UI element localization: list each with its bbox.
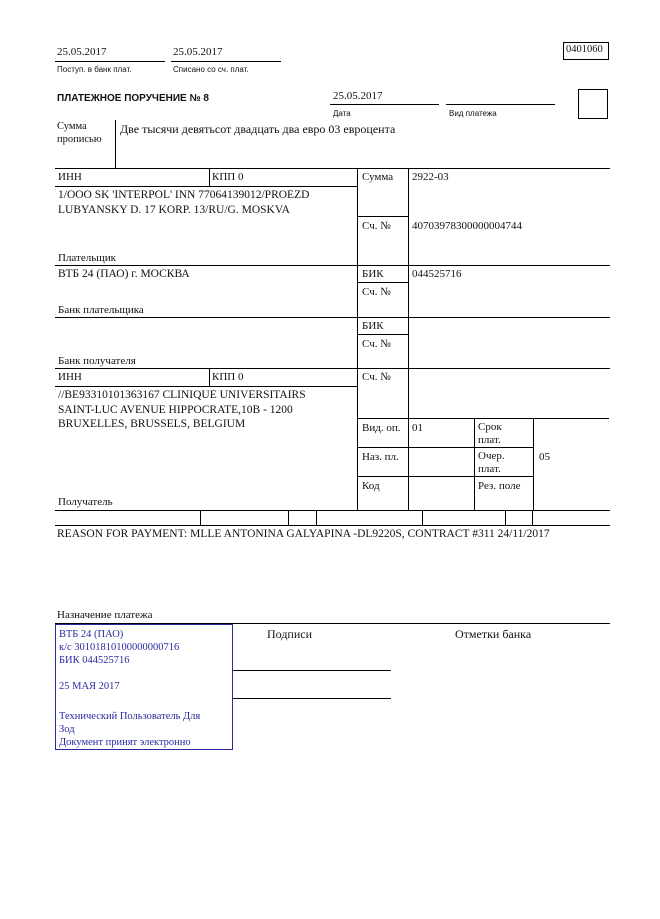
payer-inn-label: ИНН bbox=[58, 171, 82, 183]
date-received: 25.05.2017 bbox=[57, 46, 107, 58]
order-date-line bbox=[330, 104, 439, 105]
grid-line-subrow bbox=[55, 525, 610, 526]
priority-value: 05 bbox=[539, 451, 550, 463]
payer-account-label: Сч. № bbox=[362, 220, 391, 232]
recipient-account-label: Сч. № bbox=[362, 371, 391, 383]
grid-line-recipient-bank bbox=[55, 368, 610, 369]
term-label-1: Срок bbox=[478, 421, 502, 433]
stamp-bank-name: ВТБ 24 (ПАО) bbox=[59, 629, 124, 640]
payer-bank-account-label: Сч. № bbox=[362, 286, 391, 298]
payer-bank-bik-label: БИК bbox=[362, 268, 384, 280]
grid-vline-sub-2 bbox=[288, 510, 289, 525]
grid-vline-sub-1 bbox=[200, 510, 201, 525]
page-title: ПЛАТЕЖНОЕ ПОРУЧЕНИЕ № 8 bbox=[57, 93, 209, 104]
grid-line-codes-3 bbox=[357, 476, 533, 477]
payer-bank-bik: 044525716 bbox=[412, 268, 462, 280]
recipient-line-1: //BE93310101363167 CLINIQUE UNIVERSITAIRS bbox=[58, 389, 306, 401]
grid-vline-sub-3 bbox=[316, 510, 317, 525]
payer-line-2: LUBYANSKY D. 17 KORP. 13/RU/G. MOSKVA bbox=[58, 204, 290, 216]
signatures-label: Подписи bbox=[267, 627, 313, 641]
stamp-user-cont: Зод bbox=[59, 724, 75, 735]
date-received-label: Поступ. в банк плат. bbox=[57, 65, 132, 74]
recipient-inn-label: ИНН bbox=[58, 371, 82, 383]
stamp-user: Технический Пользователь Для bbox=[59, 711, 201, 722]
amount-words-label-1: Сумма bbox=[57, 121, 87, 132]
grid-vline-sub-4 bbox=[422, 510, 423, 525]
form-code-box bbox=[563, 42, 609, 60]
payer-account-value: 40703978300000004744 bbox=[412, 220, 522, 232]
date-debited: 25.05.2017 bbox=[173, 46, 223, 58]
grid-line-payer-bank bbox=[55, 317, 610, 318]
stamp-accepted: Документ принят электронно bbox=[59, 737, 191, 748]
grid-line-amount bbox=[357, 216, 408, 217]
grid-line-codes-1 bbox=[357, 418, 609, 419]
payment-type-line bbox=[446, 104, 555, 105]
recipient-bank-label: Банк получателя bbox=[58, 355, 136, 367]
payer-kpp-label: КПП 0 bbox=[212, 171, 244, 183]
grid-line-payer bbox=[55, 265, 610, 266]
bank-marks-label: Отметки банка bbox=[455, 627, 532, 641]
priority-label-2: плат. bbox=[478, 463, 501, 475]
amount-value: 2922-03 bbox=[412, 171, 449, 183]
recipient-bank-account-label: Сч. № bbox=[362, 338, 391, 350]
grid-vline-codes-2 bbox=[533, 418, 534, 510]
grid-vline-sub-6 bbox=[532, 510, 533, 525]
payer-bank-label: Банк плательщика bbox=[58, 304, 144, 316]
form-code: 0401060 bbox=[566, 44, 603, 55]
payment-purpose-label: Назначение платежа bbox=[57, 609, 153, 621]
payment-type-label: Вид платежа bbox=[449, 109, 497, 118]
order-date: 25.05.2017 bbox=[333, 90, 383, 102]
grid-line-top bbox=[55, 168, 610, 169]
op-type-value: 01 bbox=[412, 422, 423, 434]
recipient-line-3: BRUXELLES, BRUSSELS, BELGIUM bbox=[58, 418, 246, 430]
grid-vline-main bbox=[357, 168, 358, 510]
grid-line-bik2 bbox=[357, 334, 408, 335]
date-debited-line bbox=[171, 61, 281, 62]
priority-label-1: Очер. bbox=[478, 450, 505, 462]
signature-line-1 bbox=[233, 670, 391, 671]
signature-line-2 bbox=[233, 698, 391, 699]
grid-vline-kpp2 bbox=[209, 368, 210, 386]
purpose-code-label: Наз. пл. bbox=[362, 451, 399, 463]
recipient-line-2: SAINT-LUC AVENUE HIPPOCRATE,10B - 1200 bbox=[58, 404, 293, 416]
payer-line-1: 1/OOO SK 'INTERPOL' INN 77064139012/PROEZD bbox=[58, 189, 310, 201]
payment-purpose-text: REASON FOR PAYMENT: MLLE ANTONINA GALYAPINA -DL9220S, CONTRACT #311 24/11/2017 bbox=[57, 528, 550, 540]
payer-bank-name: ВТБ 24 (ПАО) г. МОСКВА bbox=[58, 268, 190, 280]
grid-line-bik1 bbox=[357, 282, 408, 283]
code-label: Код bbox=[362, 480, 380, 492]
grid-line-recipient bbox=[55, 510, 610, 511]
stamp-bik: БИК 044525716 bbox=[59, 655, 130, 666]
recipient-kpp-label: КПП 0 bbox=[212, 371, 244, 383]
amount-words-label-2: прописью bbox=[57, 134, 102, 145]
date-debited-label: Списано со сч. плат. bbox=[173, 65, 249, 74]
recipient-label: Получатель bbox=[58, 496, 113, 508]
recipient-bank-bik-label: БИК bbox=[362, 320, 384, 332]
amount-words-divider bbox=[115, 120, 116, 168]
payment-type-box bbox=[578, 89, 608, 119]
stamp-date: 25 МАЯ 2017 bbox=[59, 681, 120, 692]
op-type-label: Вид. оп. bbox=[362, 422, 401, 434]
term-label-2: плат. bbox=[478, 434, 501, 446]
amount-words-value: Две тысячи девятьсот двадцать два евро 03 евроцента bbox=[120, 122, 396, 136]
grid-line-inn2 bbox=[55, 386, 357, 387]
grid-line-codes-2 bbox=[357, 447, 533, 448]
amount-label: Сумма bbox=[362, 171, 394, 183]
grid-vline-codes-1 bbox=[474, 418, 475, 510]
grid-line-inn bbox=[55, 186, 357, 187]
date-received-line bbox=[55, 61, 165, 62]
stamp-corr-account: к/с 30101810100000000716 bbox=[59, 642, 180, 653]
order-date-label: Дата bbox=[333, 109, 351, 118]
grid-vline-sub-5 bbox=[505, 510, 506, 525]
bank-stamp bbox=[55, 624, 233, 750]
grid-vline-kpp1 bbox=[209, 168, 210, 186]
grid-vline-labels bbox=[408, 168, 409, 510]
payer-label: Плательщик bbox=[58, 252, 116, 264]
reserve-field-label: Рез. поле bbox=[478, 480, 521, 492]
